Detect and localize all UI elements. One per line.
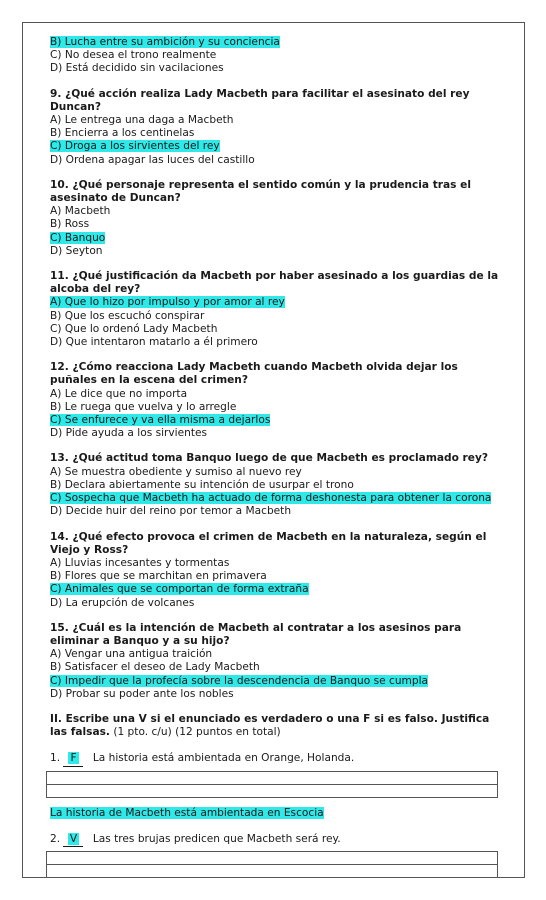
option-line: A) Macbeth [50, 205, 111, 218]
option-line: D) Seyton [50, 244, 103, 257]
option-line-selected: C) Sospecha que Macbeth ha actuado de forma deshonesta para obtener la corona [50, 492, 492, 505]
option-line-selected: C) Animales que se comportan de forma extraña [50, 583, 309, 596]
option-line: D) La erupción de volcanes [50, 596, 195, 609]
question-13 [50, 452, 500, 518]
worksheet-content [50, 36, 500, 878]
question-title: 13. ¿Qué actitud toma Banquo luego de que Macbeth es proclamado rey? [50, 452, 489, 465]
question-8-continuation [50, 36, 500, 76]
option-line: A) Lluvias incesantes y tormentas [50, 556, 230, 569]
question-title: 10. ¿Qué personaje representa el sentido común y la prudencia tras el asesinato de Duncan? [50, 178, 471, 205]
question-title: 9. ¿Qué acción realiza Lady Macbeth para facilitar el asesinato del rey Duncan? [50, 87, 470, 113]
option-line: D) Pide ayuda a los sirvientes [50, 427, 208, 440]
tf-answer: V [69, 832, 78, 845]
tf-statement: La historia está ambientada en Orange, Holanda. [92, 752, 355, 765]
question-9 [50, 88, 500, 167]
option-line: A) Le entrega una daga a Macbeth [50, 114, 234, 127]
answer-line[interactable] [46, 785, 498, 798]
tf-answer-blank[interactable] [63, 752, 83, 766]
option-line: D) Ordena apagar las luces del castillo [50, 153, 255, 166]
tf-justification-box-1[interactable] [50, 771, 500, 798]
tf-justification-box-2[interactable] [50, 851, 500, 878]
option-line: D) Decide huir del reino por temor a Macbeth [50, 505, 292, 518]
tf-item-2 [50, 833, 500, 847]
tf-item-1 [50, 752, 500, 766]
option-line: C) No desea el trono realmente [50, 49, 217, 62]
tf-answer-blank[interactable] [63, 833, 83, 847]
tf-item-number: 2. [50, 832, 61, 845]
answer-line[interactable] [46, 865, 498, 878]
question-10 [50, 179, 500, 258]
option-line: A) Se muestra obediente y sumiso al nuevo rey [50, 465, 302, 478]
option-line: B) Lucha entre su ambición y su conciencia [50, 36, 280, 48]
tf-justification: La historia de Macbeth está ambientada en Escocia [50, 806, 324, 819]
option-line: D) Está decidido sin vacilaciones [50, 62, 224, 75]
section-ii-instructions [50, 713, 500, 739]
question-title: 11. ¿Qué justificación da Macbeth por haber asesinado a los guardias de la alcoba del rey? [50, 270, 499, 296]
option-line: B) Declara abiertamente su intención de usurpar el trono [50, 478, 354, 491]
section-ii-points: (1 pto. c/u) (12 puntos en total) [109, 726, 281, 739]
option-line: B) Flores que se marchitan en primavera [50, 570, 267, 583]
option-line: B) Que los escuchó conspirar [50, 309, 205, 322]
section-ii-title: II. Escribe una V si el enunciado es verdadero o una F si es falso. Justifica las falsas. [50, 712, 490, 739]
tf-item-number: 1. [50, 752, 61, 765]
option-line: D) Que intentaron matarlo a él primero [50, 336, 258, 349]
question-title: 12. ¿Cómo reacciona Lady Macbeth cuando Macbeth olvida dejar los puñales en la escena del crimen? [50, 361, 458, 387]
option-line: B) Satisfacer el deseo de Lady Macbeth [50, 661, 260, 674]
question-title: 15. ¿Cuál es la intención de Macbeth al contratar a los asesinos para eliminar a Banquo y a su hijo? [50, 621, 462, 647]
option-line: B) Ross [50, 218, 90, 231]
answer-line[interactable] [46, 771, 498, 785]
option-line-selected: C) Banquo [50, 231, 106, 244]
question-12 [50, 361, 500, 440]
question-15 [50, 622, 500, 701]
option-line-selected: A) Que lo hizo por impulso y por amor al rey [50, 296, 285, 309]
option-line-selected: C) Droga a los sirvientes del rey [50, 140, 220, 153]
tf-statement: Las tres brujas predicen que Macbeth será rey. [92, 832, 341, 845]
worksheet-page [22, 22, 525, 878]
option-line: B) Le ruega que vuelva y lo arregle [50, 400, 237, 413]
tf-answer: F [70, 752, 77, 765]
option-line: A) Le dice que no importa [50, 387, 188, 400]
answer-line[interactable] [46, 851, 498, 865]
question-11 [50, 270, 500, 349]
question-title: 14. ¿Qué efecto provoca el crimen de Macbeth en la naturaleza, según el Viejo y Ross? [50, 530, 487, 556]
option-line: B) Encierra a los centinelas [50, 127, 195, 140]
option-line-selected: C) Se enfurece y va ella misma a dejarlos [50, 414, 271, 427]
question-14 [50, 531, 500, 610]
option-line: D) Probar su poder ante los nobles [50, 687, 234, 700]
option-line: C) Que lo ordenó Lady Macbeth [50, 322, 218, 335]
option-line: A) Vengar una antigua traición [50, 648, 213, 661]
option-line-selected: C) Impedir que la profecía sobre la descendencia de Banquo se cumpla [50, 674, 429, 687]
